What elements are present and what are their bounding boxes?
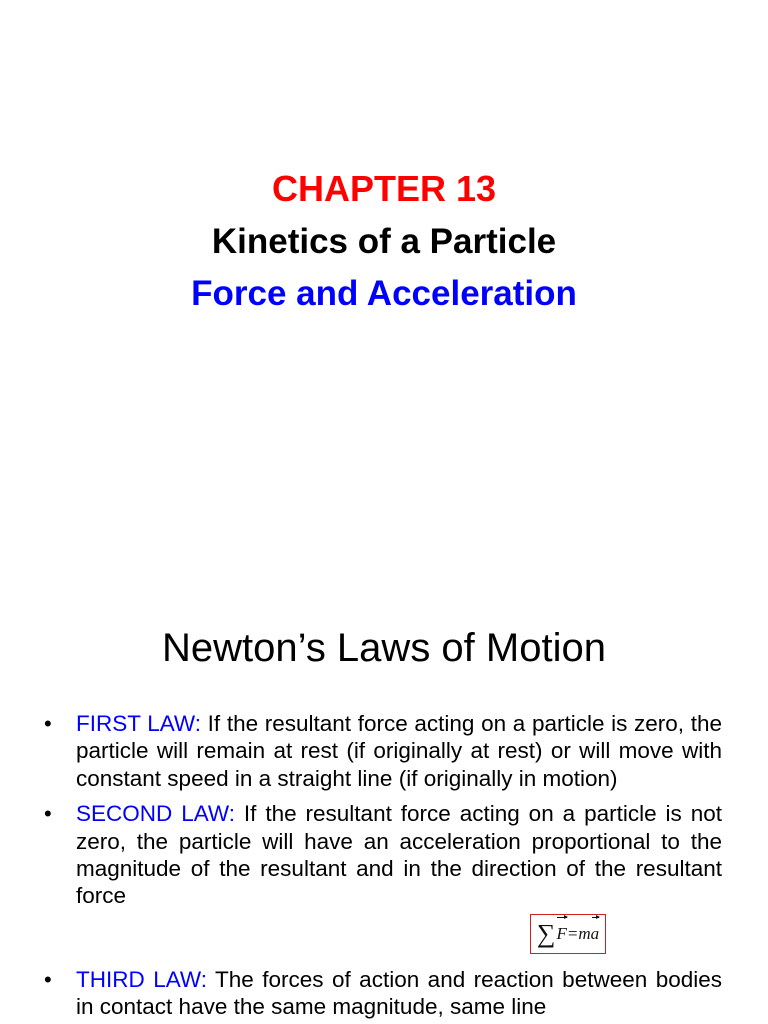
chapter-title: CHAPTER 13	[271, 168, 497, 209]
mass-symbol: m	[578, 924, 591, 944]
bullet-icon: •	[44, 801, 52, 827]
laws-slide	[0, 576, 768, 1024]
law-text: If the resultant force acting on a particle is not zero, the particle will have an acceleration proportional to the magnitude of the resultant and in the direction of the resultant force	[76, 801, 722, 909]
chapter-topic: Force and Acceleration	[191, 274, 577, 313]
acceleration-vector: a	[591, 920, 600, 947]
first-law-item	[44, 710, 722, 792]
chapter-subtitle: Kinetics of a Particle	[211, 222, 557, 261]
third-law-item	[44, 966, 722, 1021]
law-text: The forces of action and reaction between bodies in contact have the same magnitude, same line	[76, 966, 722, 1020]
law-name: FIRST LAW:	[76, 711, 202, 736]
law-text: If the resultant force acting on a particle is zero, the particle will remain at rest (if originally at rest) or will move with constant speed in a straight line (if originally in motion)	[76, 711, 722, 791]
equals-sign: =	[566, 924, 579, 944]
force-vector: F	[556, 920, 566, 947]
summation-symbol: ∑	[536, 918, 556, 948]
bullet-icon: •	[44, 966, 52, 992]
second-law-item	[44, 800, 722, 954]
slide-heading: Newton’s Laws of Motion	[162, 626, 606, 670]
law-name: THIRD LAW:	[76, 966, 207, 992]
law-list	[44, 710, 722, 1024]
equation-image	[530, 914, 606, 954]
law-name: SECOND LAW:	[76, 801, 235, 827]
bullet-icon: •	[44, 711, 52, 736]
